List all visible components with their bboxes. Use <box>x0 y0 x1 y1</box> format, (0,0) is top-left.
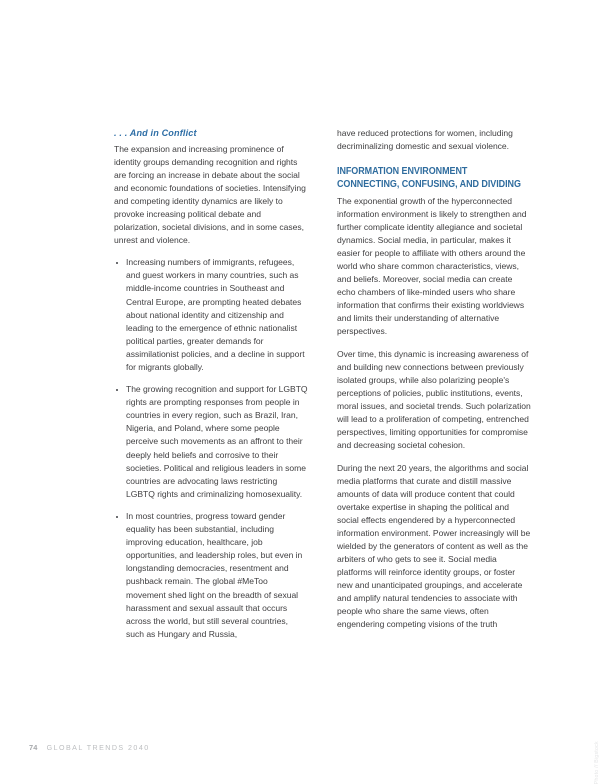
page-footer <box>29 743 150 752</box>
subsection-heading: . . . And in Conflict <box>114 128 197 138</box>
left-column <box>114 127 308 641</box>
list-item <box>114 256 308 373</box>
page-number: 74 <box>29 743 38 752</box>
list-item-text: In most countries, progress toward gender equality has been substantial, including improving education, healthcare, job opportunities, and leadership roles, but even in longstanding democracies, resentment and pushback remain. The global #MeToo movement shed light on the breadth of sexual harassment and sexual assault that occurs across the world, but still several countries, such as Hungary and Russia, <box>126 511 303 639</box>
list-item <box>114 510 308 640</box>
list-item-text: The growing recognition and support for LGBTQ rights are prompting responses from people in countries in every region, such as Brazil, Iran, Nigeria, and Poland, where some people perceive such movements as an affront to their deeply held beliefs and corrosive to their societies. Political and religious leaders in some countries are advocating laws restricting LGBTQ rights and criminalizing homosexuality. <box>126 384 308 499</box>
running-title: GLOBAL TRENDS 2040 <box>46 744 150 752</box>
section-heading: INFORMATION ENVIRONMENT CONNECTING, CONFUSING, AND DIVIDING <box>337 166 521 190</box>
body-paragraph: Over time, this dynamic is increasing awareness of and building new connections between previously isolated groups, while also polarizing people's perceptions of policies, public institutions, events, moral issues, and societal trends. Such polarization will lead to a proliferation of competing, entrenched perspectives, limiting opportunities for compromise and decreasing societal cohesion. <box>337 348 531 451</box>
intro-paragraph: The expansion and increasing prominence of identity groups demanding recognition and rights are forcing an increase in debate about the social and economic foundations of societies. Intensifying and competing identity dynamics are likely to provoke increasing political debate and polarization, societal divisions, and in some cases, unrest and violence. <box>114 143 306 245</box>
list-item-text: Increasing numbers of immigrants, refugees, and guest workers in many countries, such as middle-income countries in Southeast and Central Europe, are prompting heated debates about national identity and citizenship and leading to the emergence of ethnic nationalist political parties, greater demands for assimilationist policies, and a decline in support for migrants globally. <box>126 257 305 372</box>
photo-credit: Photo // Bigstock <box>594 741 600 784</box>
bullet-icon <box>116 389 118 391</box>
body-paragraph: The exponential growth of the hyperconnected information environment is likely to strengthen and further complicate identity allegiance and societal dynamics. Social media, in particular, makes it easier for people to affiliate with others around the world who share common characteristics, views, and beliefs. Moreover, social media can create echo chambers of like-minded users who share information that confirms their existing worldviews and limits their understanding of alternative perspectives. <box>337 195 527 337</box>
bullet-list <box>114 256 308 640</box>
body-paragraph: During the next 20 years, the algorithms and social media platforms that curate and distill massive amounts of data will produce content that could overtake expertise in shaping the political and social effects engendered by a hyperconnected information environment. Power increasingly will be wielded by the generators of content as well as the arbiters of who gets to see it. Social media platforms will reinforce identity groups, or foster new and unanticipated groupings, and accelerate and amplify natural tendencies to associate with people who share the same views, often engendering competing visions of the truth <box>337 462 531 630</box>
continuation-paragraph: have reduced protections for women, including decriminalizing domestic and sexual violence. <box>337 128 513 152</box>
two-column-body <box>114 127 531 641</box>
right-column <box>337 127 531 641</box>
bullet-icon <box>116 516 118 518</box>
bullet-icon <box>116 262 118 264</box>
list-item <box>114 383 308 500</box>
